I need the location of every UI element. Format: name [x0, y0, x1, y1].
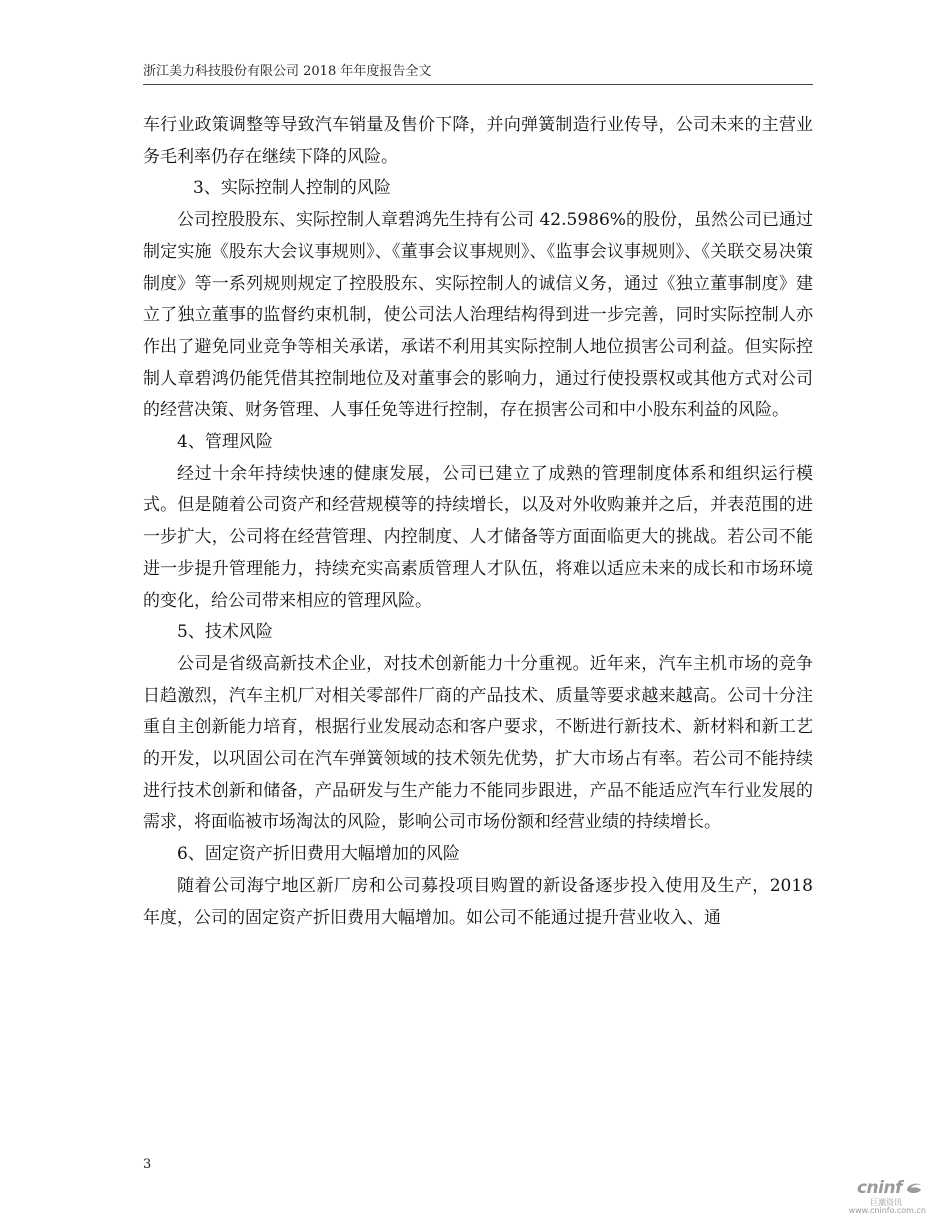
header-rule [143, 84, 813, 85]
section-heading-3: 3、实际控制人控制的风险 [193, 178, 391, 199]
section-heading-5: 5、技术风险 [177, 622, 273, 643]
running-header: 浙江美力科技股份有限公司 2018 年年度报告全文 [143, 64, 432, 79]
paragraph-continued: 车行业政策调整等导致汽车销量及售价下降，并向弹簧制造行业传导，公司未来的主营业务毛利率仍存在继续下降的风险。 [143, 115, 813, 167]
section-heading-4: 4、管理风险 [177, 432, 273, 453]
page-number: 3 [143, 1157, 152, 1172]
paragraph-technology-risk: 公司是省级高新技术企业，对技术创新能力十分重视。近年来，汽车主机市场的竞争日趋激烈，汽车主机厂对相关零部件厂商的产品技术、质量等要求越来越高。公司十分注重自主创新能力培育，根据行业发展动态和客户要求，不断进行新技术、新材料和新工艺的开发，以巩固公司在汽车弹簧领域的技术领先优势，扩大市场占有率。若公司不能持续进行技术创新和储备，产品研发与生产能力不能同步跟进，产品不能适应汽车行业发展的需求，将面临被市场淘汰的风险，影响公司市场份额和经营业绩的持续增长。 [143, 653, 813, 833]
logo-wordmark: cninf [856, 1178, 902, 1198]
paragraph-control-risk: 公司控股股东、实际控制人章碧鸿先生持有公司 42.5986%的股份，虽然公司已通过制定实施《股东大会议事规则》、《董事会议事规则》、《监事会议事规则》、《关联交易决策制度》等一系列规则规定了控股股东、实际控制人的诚信义务，通过《独立董事制度》建立了独立董事的监督约束机制，使公司法人治理结构得到进一步完善，同时实际控制人亦作出了避免同业竞争等相关承诺，承诺不利用其实际控制人地位损害公司利益。但实际控制人章碧鸿仍能凭借其控制地位及对董事会的影响力，通过行使投票权或其他方式对公司的经营决策、财务管理、人事任免等进行控制，存在损害公司和中小股东利益的风险。 [143, 210, 813, 421]
logo-subtitle: 巨潮资讯 [870, 1198, 902, 1207]
paragraph-depreciation-risk: 随着公司海宁地区新厂房和公司募投项目购置的新设备逐步投入使用及生产，2018 年度，公司的固定资产折旧费用大幅增加。如公司不能通过提升营业收入、通 [143, 875, 813, 928]
page-body [143, 110, 813, 934]
cninfo-logo [816, 1176, 926, 1216]
logo-url: www.cninfo.com.cn [848, 1206, 926, 1215]
paragraph-management-risk: 经过十余年持续快速的健康发展，公司已建立了成熟的管理制度体系和组织运行模式。但是随着公司资产和经营规模等的持续增长，以及对外收购兼并之后，并表范围的进一步扩大，公司将在经营管理、内控制度、人才储备等方面面临更大的挑战。若公司不能进一步提升管理能力，持续充实高素质管理人才队伍，将难以适应未来的成长和市场环境的变化，给公司带来相应的管理风险。 [143, 463, 813, 611]
section-heading-6: 6、固定资产折旧费用大幅增加的风险 [177, 844, 460, 865]
logo-swirl-icon [904, 1180, 924, 1196]
